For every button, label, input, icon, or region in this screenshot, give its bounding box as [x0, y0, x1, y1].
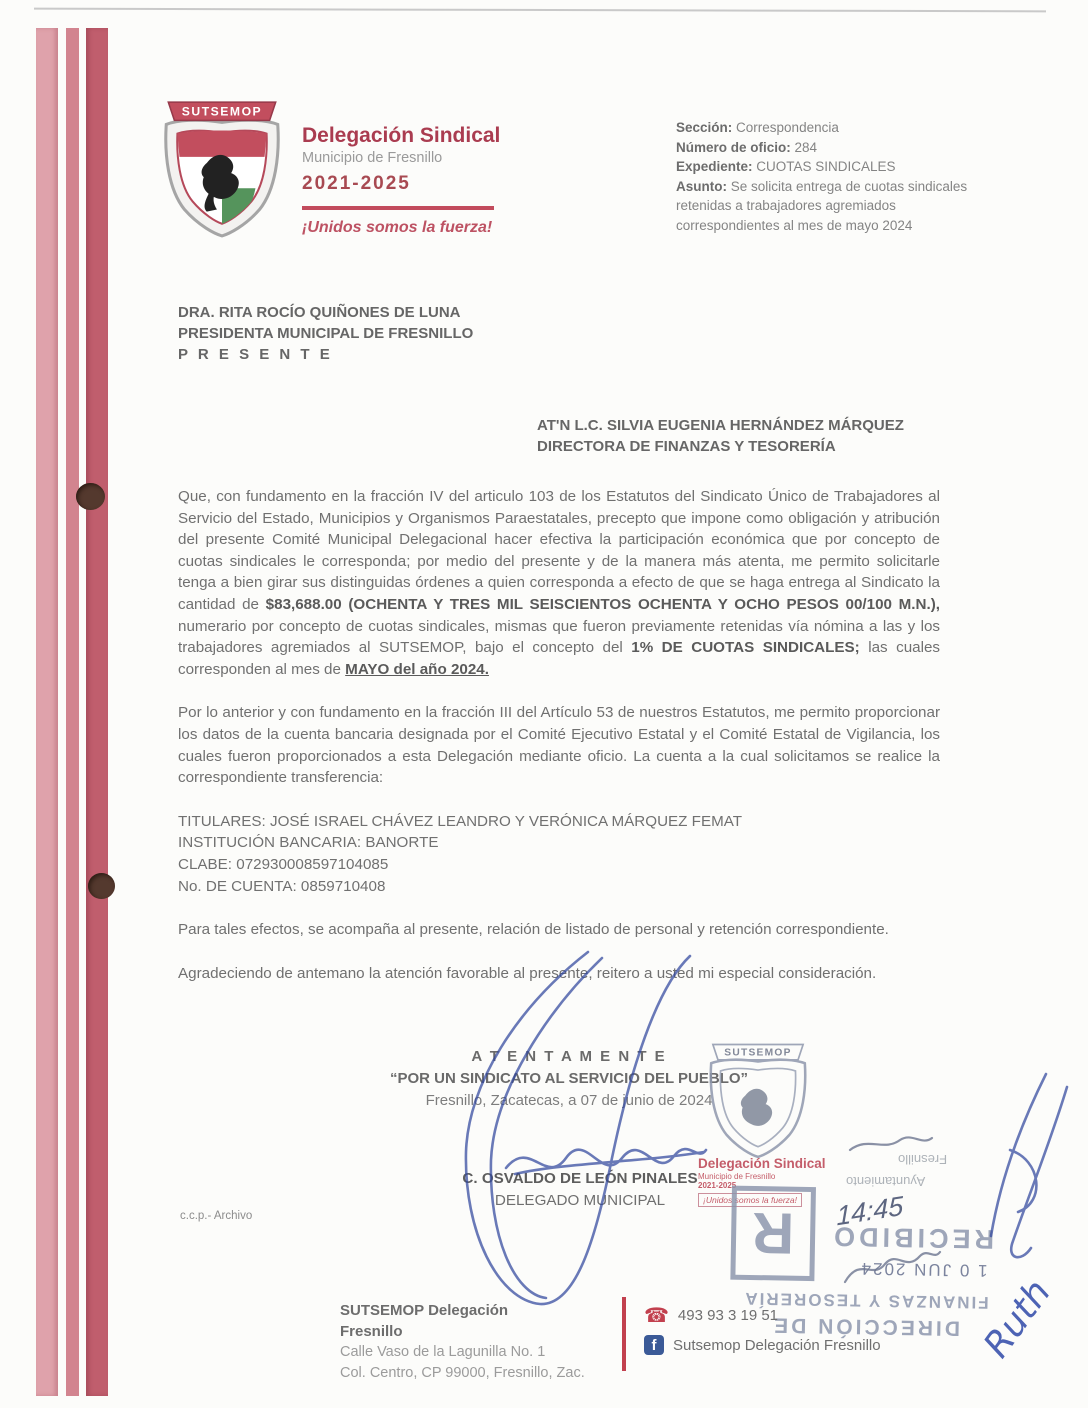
stamp-delegation-period: 2021-2025: [698, 1181, 737, 1190]
closing-slogan: “POR UN SINDICATO AL SERVICIO DEL PUEBLO”: [389, 1070, 749, 1087]
closing-atentamente: A T E N T A M E N T E: [471, 1048, 667, 1065]
attention-name: AT'N L.C. SILVIA EUGENIA HERNÁNDEZ MÁRQUEZ: [537, 417, 904, 434]
handwritten-name: Ruth: [976, 1272, 1060, 1366]
meta-value: Se solicita entrega de cuotas sindicales retenidas a trabajadores agremiados correspondientes al mes de mayo 2024: [676, 178, 968, 233]
footer-org-name: SUTSEMOP Delegación Fresnillo: [340, 1302, 509, 1340]
account-clabe: CLABE: 072930008597104085: [178, 855, 389, 873]
paragraph-3: Para tales efectos, se acompaña al presente, relación de listado de personal y retención correspondiente.: [178, 921, 889, 939]
signer-name: C. OSVALDO DE LEÓN PINALES: [462, 1170, 698, 1187]
meta-line-asunto: [676, 177, 972, 236]
municipal-stamp-fragment: Fresnillo: [898, 1152, 948, 1167]
binder-hole: [88, 873, 115, 899]
paragraph-4: Agradeciendo de antemano la atención favorable al presente, reitero a usted mi especial consideración.: [178, 964, 877, 982]
account-numero: No. DE CUENTA: 0859710408: [178, 877, 386, 895]
phone-icon: ☎: [644, 1303, 669, 1327]
p1-amount: $83,688.00 (OCHENTA Y TRES MIL SEISCIENTOS OCHENTA Y OCHO PESOS 00/100 M.N.),: [265, 595, 940, 613]
meta-label: Número de oficio:: [676, 139, 791, 155]
scan-artifact-line: [34, 8, 1046, 13]
org-period: 2021-2025: [302, 173, 411, 194]
footer-address-line1: Calle Vaso de la Lagunilla No. 1: [340, 1344, 546, 1360]
letter-body: [178, 486, 940, 1006]
stamp-dept-line1: DIRECCIÓN DE: [770, 1313, 961, 1340]
attention-block: [537, 415, 904, 457]
stamp-delegation-title: Delegación Sindical: [698, 1156, 826, 1171]
org-motto: ¡Unidos somos la fuerza!: [302, 219, 493, 236]
footer-contact-block: [644, 1300, 881, 1360]
meta-value: Correspondencia: [732, 120, 839, 135]
footer-address-line2: Col. Centro, CP 99000, Fresnillo, Zac.: [340, 1365, 585, 1381]
footer-divider: [622, 1297, 626, 1371]
p1-concept: 1% DE CUOTAS SINDICALES;: [631, 639, 860, 657]
municipal-stamp-fragment: Ayuntamiento: [846, 1174, 926, 1189]
folder-edge-stripe: [86, 28, 108, 1396]
bank-account-block: [178, 811, 940, 897]
folder-edge-stripe: [66, 28, 79, 1396]
logo-banner-text: SUTSEMOP: [181, 104, 263, 119]
org-title: Delegación Sindical: [302, 124, 501, 147]
closing-dateline: Fresnillo, Zacatecas, a 07 de junio de 2024: [425, 1092, 713, 1109]
stamp-dept-line2: FINANZAS Y TESORERÍA: [743, 1288, 989, 1313]
red-rule: [302, 206, 494, 210]
facebook-icon: f: [644, 1335, 664, 1355]
handwritten-time: 14:45: [836, 1190, 904, 1232]
sutsemop-crest-logo: [146, 92, 298, 242]
ccp-note: c.c.p.- Archivo: [180, 1210, 253, 1222]
stamp-r-box: R: [730, 1186, 816, 1281]
meta-label: Asunto:: [676, 178, 727, 194]
meta-label: Expediente:: [676, 159, 753, 174]
stamp-banner-text: SUTSEMOP: [724, 1047, 792, 1059]
footer-phone-number: 493 93 3 19 51: [677, 1306, 779, 1324]
crest-icon: [146, 92, 298, 242]
stamp-delegation-subtitle: Municipio de Fresnillo: [698, 1172, 776, 1181]
p1-text: las cuales corresponden al mes de: [178, 639, 940, 678]
footer-address-block: [340, 1300, 585, 1384]
p1-month: MAYO del año 2024.: [345, 660, 489, 678]
footer-phone-row: [644, 1300, 881, 1330]
meta-line-expediente: [676, 157, 972, 177]
footer-facebook-row: [644, 1330, 881, 1360]
oficio-meta-block: [676, 118, 972, 235]
account-banco: INSTITUCIÓN BANCARIA: BANORTE: [178, 834, 439, 852]
org-subtitle: Municipio de Fresnillo: [302, 150, 443, 166]
p1-text: Que, con fundamento en la fracción IV del articulo 103 de los Estatutos del Sindicato Único de Trabajadores al Servicio del Estado, Municipios y Organismos Paraestatales, precepto que impone como obligación y atribución del presente Comité Municipal Delegacional hacer efectiva la participación económica que por concepto de cuotas sindicales le corresponda; por medio del presente y de la manera más atenta, me permito solicitarle tenga a bien girar sus distinguidas órdenes a quien corresponda a efecto de que se haga entrega al Sindicato la cantidad de: [178, 488, 940, 613]
stamp-date: 1 0 JUN 2024: [859, 1258, 988, 1281]
account-titulares: TITULARES: JOSÉ ISRAEL CHÁVEZ LEANDRO Y VERÓNICA MÁRQUEZ FEMAT: [178, 812, 743, 830]
meta-label: Sección:: [676, 120, 733, 135]
recipient-name: DRA. RITA ROCÍO QUIÑONES DE LUNA: [178, 304, 461, 321]
stamp-delegation-motto: ¡Unidos somos la fuerza!: [698, 1193, 802, 1207]
org-header-block: [302, 124, 532, 237]
recipient-present: P R E S E N T E: [178, 346, 333, 363]
meta-line-numero: [676, 138, 972, 158]
recipient-block: [178, 302, 473, 365]
recipient-title: PRESIDENTA MUNICIPAL DE FRESNILLO: [178, 325, 474, 342]
meta-value: CUOTAS SINDICALES: [752, 159, 896, 174]
signer-title: DELEGADO MUNICIPAL: [494, 1192, 666, 1209]
paragraph-1: [178, 486, 940, 680]
p1-text: numerario por concepto de cuotas sindicales, mismas que fueron previamente retenidas vía nómina a las y los trabajadores agremiados al SUTSEMOP, bajo el concepto del: [178, 617, 940, 657]
folder-edge-stripe: [36, 28, 58, 1396]
binder-hole: [76, 483, 105, 510]
meta-line-seccion: [676, 118, 972, 138]
meta-value: 284: [790, 139, 818, 155]
paragraph-2: Por lo anterior y con fundamento en la fracción III del Artículo 53 de nuestros Estatutos, me permito proporcionar los datos de la cuenta bancaria designada por el Comité Ejecutivo Estatal y el Comité Estatal de Vigilancia, los cuales fueron proporcionados a esta Delegación mediante oficio. La cuenta a la cual solicitamos se realice la correspondiente transferencia:: [178, 704, 940, 787]
stamp-recibido-text: RECIBIDO: [829, 1221, 995, 1255]
footer-facebook-name: Sutsemop Delegación Fresnillo: [673, 1336, 881, 1354]
attention-title: DIRECTORA DE FINANZAS Y TESORERÍA: [537, 438, 836, 455]
